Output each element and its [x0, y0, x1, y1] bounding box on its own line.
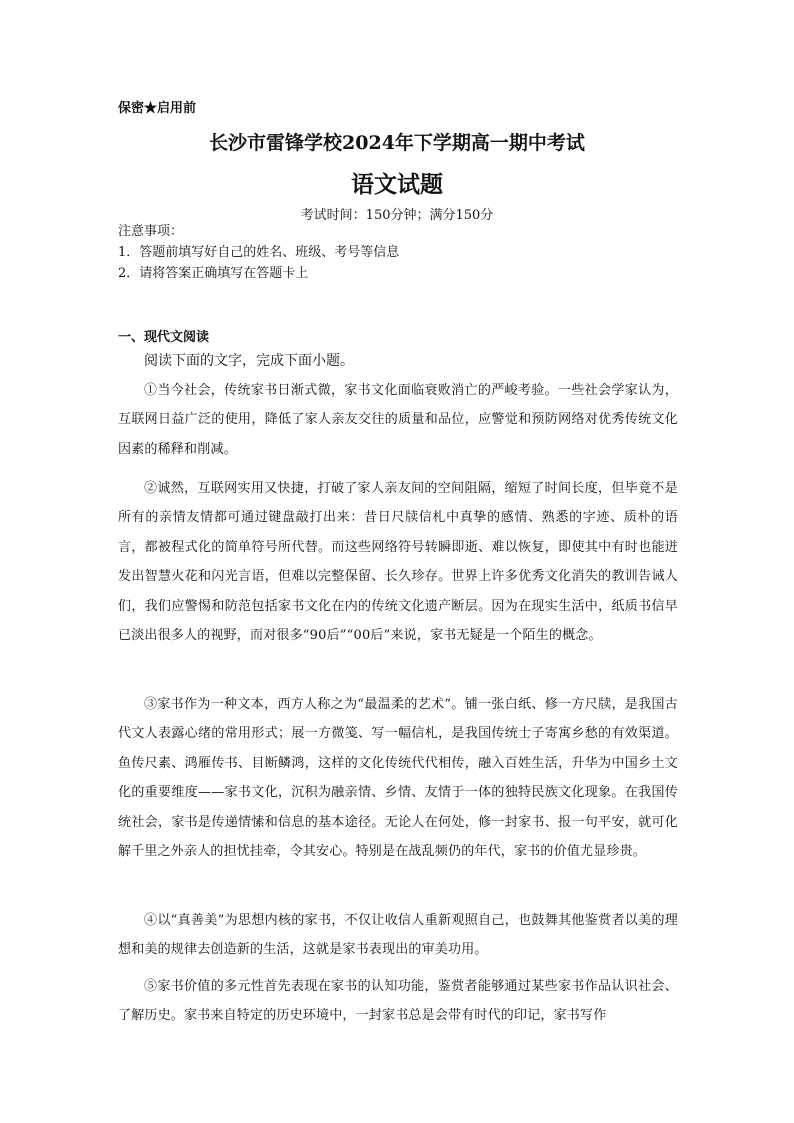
passage-paragraph-5: ⑤家书价值的多元性首先表现在家书的认知功能，鉴赏者能够通过某些家书作品认识社会、了解历史。家书来自特定的历史环境中，一封家书总是会带有时代的印记，家书写作 — [118, 979, 678, 1024]
notes-item: 2．请将答案正确填写在答题卡上 — [118, 266, 309, 281]
passage-paragraph-1: ①当今社会，传统家书日渐式微，家书文化面临衰败消亡的严峻考验。一些社会学家认为，互联网日益广泛的使用，降低了家人亲友交往的质量和品位，应警觉和预防网络对优秀传统文化因素的稀释和削减。 — [118, 383, 678, 457]
confidential-label: 保密★启用前 — [118, 101, 197, 116]
passage-paragraph-3: ③家书作为一种文本，西方人称之为“最温柔的艺术”。铺一张白纸、修一方尺牍，是我国古代文人表露心绪的常用形式；展一方微笺、写一幅信札，是我国传统士子寄寓乡愁的有效渠道。鱼传尺素、鸿雁传书、目断鳞鸿，这样的文化传统代代相传，融入百姓生活，升华为中国乡土文化的重要维度——家书文化，沉积为融亲情、乡情、友情于一体的独特民族文化现象。在我国传统社会，家书是传递情愫和信息的基本途径。无论人在何处，修一封家书、报一句平安，就可化解千里之外亲人的担忧挂牵，令其安心。特别是在战乱频仍的年代，家书的价值尤显珍贵。 — [118, 697, 678, 860]
notes-block — [118, 221, 399, 284]
passage-paragraph-2: ②诚然，互联网实用又快捷，打破了家人亲友间的空间阻隔，缩短了时间长度，但毕竟不是所有的亲情友情都可通过键盘敲打出来：昔日尺牍信札中真挚的感情、熟悉的字迹、质朴的语言，都被程式化的简单符号所代替。而这些网络符号转瞬即逝、难以恢复，即使其中有时也能迸发出智慧火花和闪光言语，但难以完整保留、长久珍存。世界上许多优秀文化消失的教训告诫人们，我们应警惕和防范包括家书文化在内的传统文化遗产断层。因为在现实生活中，纸质书信早已淡出很多人的视野，而对很多“90后”“00后”来说，家书无疑是一个陌生的概念。 — [118, 481, 678, 644]
section-intro: 阅读下面的文字，完成下面小题。 — [144, 353, 354, 369]
notes-heading: 注意事项： — [118, 224, 184, 239]
notes-item: 1．答题前填写好自己的姓名、班级、考号等信息 — [118, 245, 400, 260]
school-exam-title: 长沙市雷锋学校2024年下学期高一期中考试 — [209, 132, 585, 154]
section-title: 一、现代文阅读 — [118, 330, 210, 345]
exam-info: 考试时间：150分钟；满分150分 — [300, 208, 494, 223]
passage-paragraph-4: ④以“真善美”为思想内核的家书，不仅让收信人重新观照自己，也鼓舞其他鉴赏者以美的理想和美的规律去创造新的生活，这就是家书表现出的审美功用。 — [118, 913, 678, 958]
subject-title: 语文试题 — [351, 171, 443, 198]
